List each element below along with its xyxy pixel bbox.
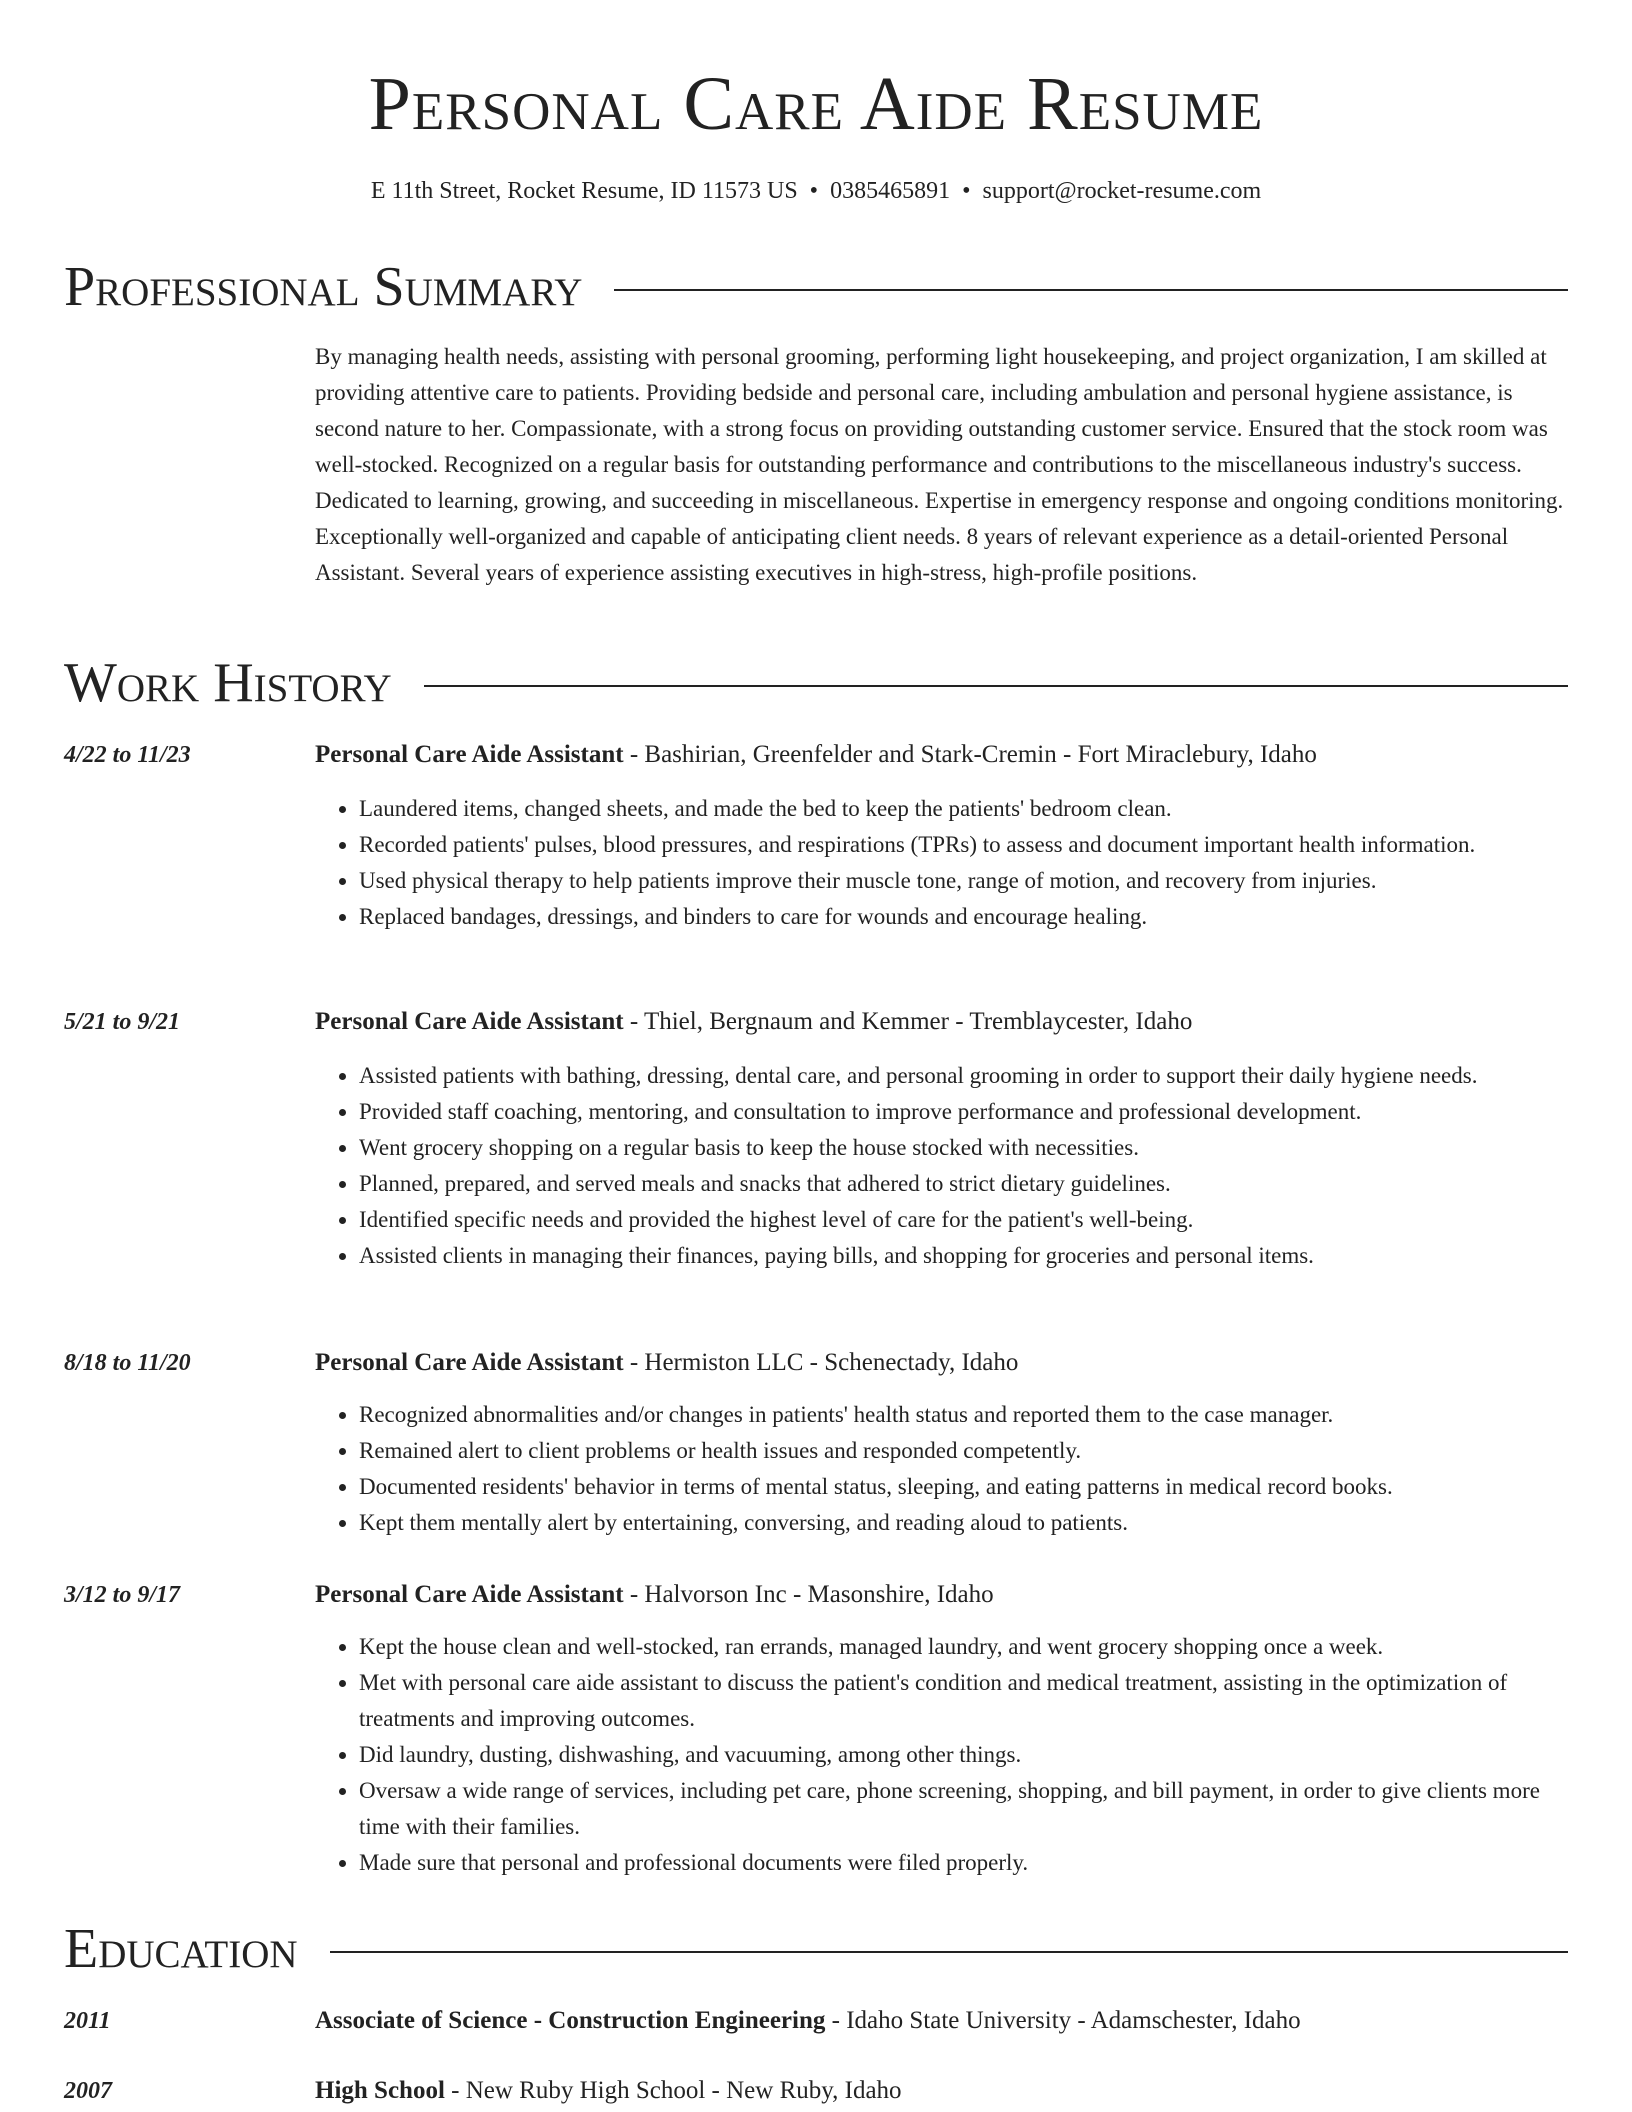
summary-text: By managing health needs, assisting with personal grooming, performing light housekeeping, and project organization, I am skilled at providing attentive care to patients. Providing bedside and personal care, including ambulation and personal hygiene assistance, is second nature to her. Compassionate, with a strong focus on providing outstanding customer service. Ensured that the stock room was well-stocked. Recognized on a regular basis for outstanding performance and contributions to the miscellaneous industry's success. Dedicated to learning, growing, and succeeding in miscellaneous. Expertise in emergency response and ongoing conditions monitoring. Exceptionally well-organized and capable of anticipating client needs. 8 years of relevant experience as a detail-oriented Personal Assistant. Several years of experience assisting executives in high-stress, high-profile positions. (315, 344, 1564, 585)
job-dates: 5/21 to 9/21 (64, 1009, 181, 1035)
job-header (315, 1004, 1568, 1040)
section-title: Work History (64, 652, 392, 714)
education-degree: High School (315, 2077, 445, 2104)
education-header (315, 2073, 1568, 2109)
job-bullet: • Remained alert to client problems or health issues and responded competently. (359, 1433, 1568, 1469)
section-title: Education (64, 1918, 298, 1980)
job-bullet: • Did laundry, dusting, dishwashing, and vacuuming, among other things. (359, 1737, 1568, 1773)
job-dates: 3/12 to 9/17 (64, 1582, 181, 1608)
job-bullet: • Assisted patients with bathing, dressing, dental care, and personal grooming in order to support their daily hygiene needs. (359, 1058, 1568, 1094)
section-work-heading (64, 651, 1568, 715)
job-details: - Halvorson Inc - Masonshire, Idaho (623, 1581, 994, 1608)
job-bullets (315, 1058, 1568, 1274)
education-details: - Idaho State University - Adamschester, Idaho (825, 2007, 1301, 2034)
section-divider (330, 1951, 1568, 1953)
job-bullet: • Replaced bandages, dressings, and binders to care for wounds and encourage healing. (359, 899, 1568, 935)
job-details: - Thiel, Bergnaum and Kemmer - Tremblaycester, Idaho (623, 1008, 1193, 1035)
contact-phone: 0385465891 (830, 178, 951, 204)
job-bullet: • Laundered items, changed sheets, and made the bed to keep the patients' bedroom clean. (359, 791, 1568, 827)
job-bullet: • Kept them mentally alert by entertaining, conversing, and reading aloud to patients. (359, 1505, 1568, 1541)
job-role: Personal Care Aide Assistant (315, 741, 624, 768)
education-degree: Associate of Science - Construction Engineering (315, 2007, 826, 2034)
education-details: - New Ruby High School - New Ruby, Idaho (444, 2077, 902, 2104)
job-bullet: • Met with personal care aide assistant to discuss the patient's condition and medical treatment, assisting in the optimization of treatments and improving outcomes. (359, 1665, 1568, 1737)
contact-line (0, 174, 1632, 208)
job-bullet: • Made sure that personal and professional documents were filed properly. (359, 1845, 1568, 1881)
section-education-heading (64, 1917, 1568, 1981)
contact-address: E 11th Street, Rocket Resume, ID 11573 US (370, 178, 798, 204)
job-role: Personal Care Aide Assistant (315, 1349, 624, 1376)
job-header (315, 737, 1568, 773)
job-bullets (315, 1629, 1568, 1881)
job-bullet: • Recorded patients' pulses, blood pressures, and respirations (TPRs) to assess and document important health information. (359, 827, 1568, 863)
education-date: 2007 (64, 2078, 112, 2104)
section-summary-heading (64, 255, 1568, 319)
job-bullet: • Planned, prepared, and served meals and snacks that adhered to strict dietary guidelines. (359, 1166, 1568, 1202)
job-bullet: • Documented residents' behavior in terms of mental status, sleeping, and eating patterns in medical record books. (359, 1469, 1568, 1505)
job-bullet: • Went grocery shopping on a regular basis to keep the house stocked with necessities. (359, 1130, 1568, 1166)
education-header (315, 2003, 1568, 2039)
education-date: 2011 (64, 2008, 111, 2034)
job-header (315, 1577, 1568, 1613)
contact-email: support@rocket-resume.com (982, 178, 1262, 204)
job-bullet: • Assisted clients in managing their finances, paying bills, and shopping for groceries and personal items. (359, 1238, 1568, 1274)
job-header (315, 1345, 1568, 1381)
contact-separator: • (962, 178, 971, 204)
job-role: Personal Care Aide Assistant (315, 1581, 624, 1608)
section-divider (614, 289, 1568, 291)
job-bullets (315, 1397, 1568, 1541)
job-details: - Bashirian, Greenfelder and Stark-Cremin - Fort Miraclebury, Idaho (623, 741, 1317, 768)
job-dates: 8/18 to 11/20 (64, 1350, 191, 1376)
job-bullet: • Identified specific needs and provided the highest level of care for the patient's well-being. (359, 1202, 1568, 1238)
job-details: - Hermiston LLC - Schenectady, Idaho (623, 1349, 1019, 1376)
section-divider (424, 685, 1568, 687)
job-role: Personal Care Aide Assistant (315, 1008, 624, 1035)
job-bullet: • Kept the house clean and well-stocked, ran errands, managed laundry, and went grocery shopping once a week. (359, 1629, 1568, 1665)
resume-title: Personal Care Aide Resume (368, 62, 1264, 146)
job-bullet: • Recognized abnormalities and/or changes in patients' health status and reported them to the case manager. (359, 1397, 1568, 1433)
job-bullet: • Used physical therapy to help patients improve their muscle tone, range of motion, and recovery from injuries. (359, 863, 1568, 899)
contact-separator: • (809, 178, 819, 204)
job-bullets (315, 791, 1568, 935)
job-bullet: • Oversaw a wide range of services, including pet care, phone screening, shopping, and bill payment, in order to give clients more time with their families. (359, 1773, 1568, 1845)
job-dates: 4/22 to 11/23 (64, 742, 191, 768)
section-title: Professional Summary (64, 256, 583, 318)
job-bullet: • Provided staff coaching, mentoring, and consultation to improve performance and professional development. (359, 1094, 1568, 1130)
